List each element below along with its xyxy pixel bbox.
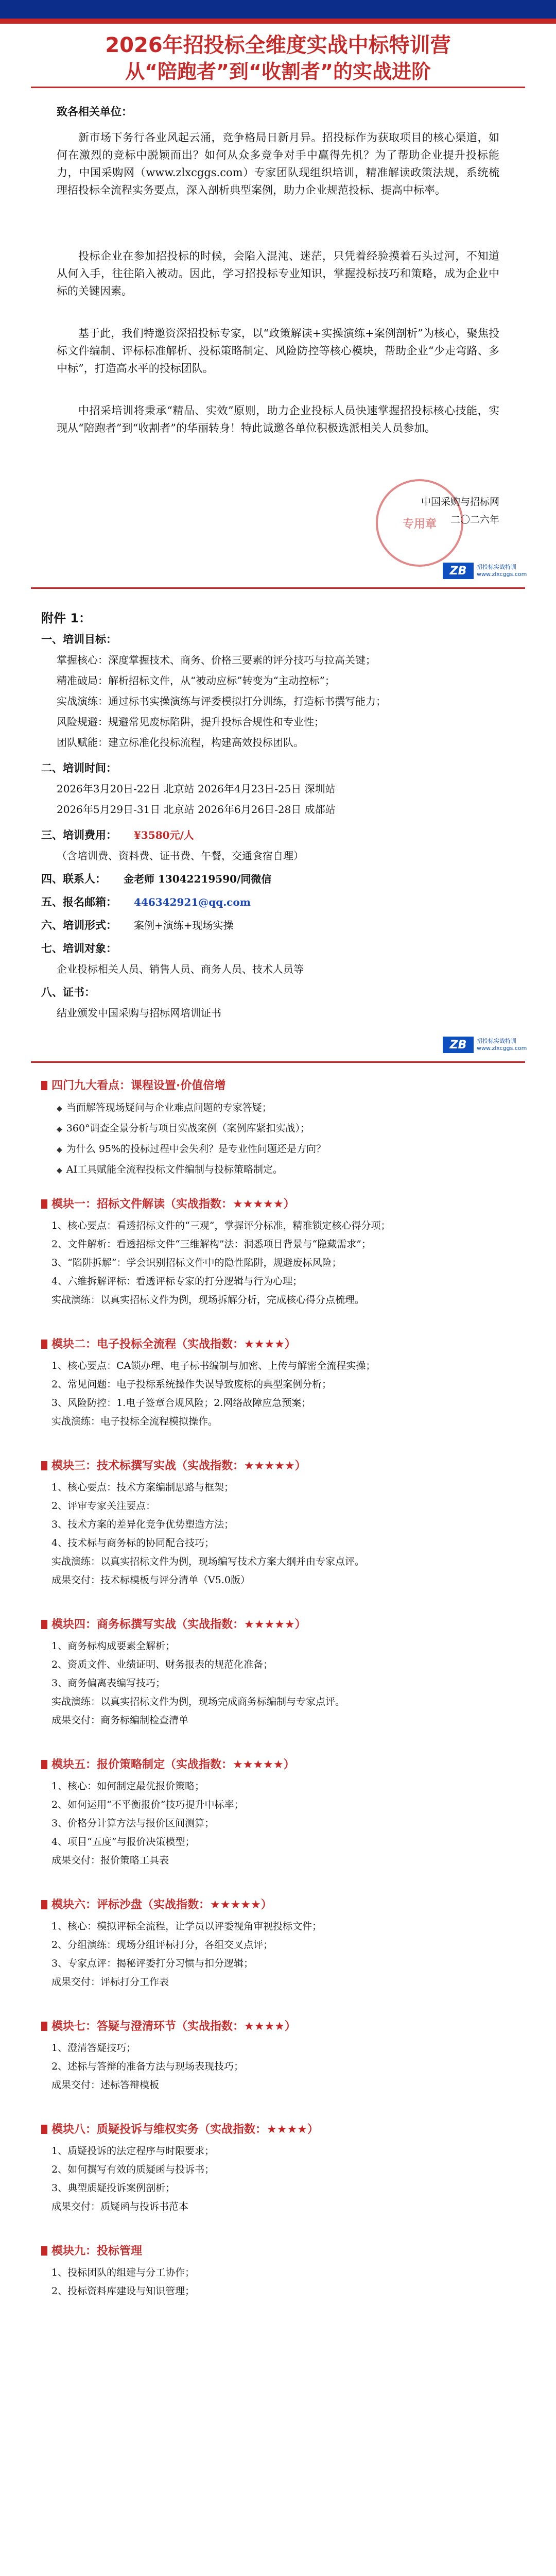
salutation: 致各相关单位：	[57, 105, 132, 118]
header-band-blue	[0, 0, 556, 19]
fee-note: （含培训费、资料费、证书费、午餐，交通食宿自理）	[57, 850, 304, 862]
module-line: 1、商务标构成要素全解析；	[51, 1640, 176, 1652]
audience-title: 七、培训对象：	[41, 942, 117, 955]
section-marker	[41, 1081, 47, 1090]
module-line: 2、资质文件、业绩证明、财务报表的规范化准备；	[51, 1659, 273, 1670]
module-title-text: 模块八：质疑投诉与维权实务（实战指数：★★★★）	[51, 2123, 319, 2136]
contact-title: 四、联系人：	[41, 873, 106, 885]
module-title	[41, 1335, 296, 1351]
module-line: 2、分组演练：现场分组评标打分，各组交叉点评；	[51, 1939, 273, 1951]
module-line: 实战演练：以真实招标文件为例，现场编写技术方案大纲并由专家点评。	[51, 1556, 365, 1567]
brand-logo	[443, 562, 535, 580]
highlight-item: ◆ 360°调查全景分析与项目实战案例（案例库紧扣实战）；	[57, 1121, 510, 1137]
contact-value: 金老师 13042219590/同微信	[124, 873, 272, 885]
module-line: 成果交付：商务标编制检查清单	[51, 1715, 189, 1726]
document-title: 2026年招投标全维度实战中标特训营	[105, 33, 451, 57]
module-title-text: 模块四：商务标撰写实战（实战指数：★★★★★）	[51, 1618, 306, 1631]
schedule-row: 2026年5月29日-31日 北京站 2026年6月26日-28日 成都站	[57, 803, 336, 816]
module-line: 4、技术标与商务标的协同配合技巧；	[51, 1537, 215, 1549]
module-title-text: 模块一：招标文件解读（实战指数：★★★★★）	[51, 1198, 295, 1211]
seal-text: 专用章	[402, 517, 437, 531]
module-title	[41, 2242, 142, 2258]
schedule-row: 2026年3月20日-22日 北京站 2026年4月23日-25日 深圳站	[57, 783, 336, 795]
logo-url: www.zlxcggs.com	[477, 571, 527, 578]
module-line: 实战演练：电子投标全流程模拟操作。	[51, 1416, 218, 1427]
module-line: 2、文件解析：看透招标文件“三维解构”法：洞悉项目背景与“隐藏需求”；	[51, 1239, 371, 1250]
section-marker	[41, 1461, 47, 1470]
module-line: 3、“陷阱拆解”：学会识别招标文件中的隐性陷阱，规避废标风险；	[51, 1257, 342, 1268]
module-line: 2、述标与答辩的准备方法与现场表现技巧；	[51, 2061, 244, 2072]
module-line: 1、投标团队的组建与分工协作；	[51, 2267, 195, 2278]
goal-item: 掌握核心：深度掌握技术、商务、价格三要素的评分技巧与拉高关键；	[57, 654, 376, 666]
module-title-text: 模块九：投标管理	[51, 2245, 143, 2258]
signature-org: 中国采购与招标网	[421, 496, 499, 507]
format-value: 案例+演练+现场实操	[134, 919, 234, 931]
module-line: 成果交付：述标答辩模板	[51, 2079, 160, 2091]
module-title	[41, 1457, 306, 1473]
highlights-title-text: 四门九大看点：课程设置·价值倍增	[51, 1079, 226, 1092]
module-line: 成果交付：报价策略工具表	[51, 1855, 169, 1866]
email-title: 五、报名邮箱：	[41, 896, 117, 908]
goal-item: 精准破局：解析招标文件，从“被动应标”转变为“主动控标”；	[57, 674, 335, 687]
goal-item: 风险规避：规避常见废标陷阱，提升投标合规性和专业性；	[57, 716, 324, 728]
section-marker	[41, 1340, 47, 1349]
module-line: 成果交付：技术标模板与评分清单（V5.0版）	[51, 1574, 250, 1586]
section-marker	[41, 1900, 47, 1909]
module-line: 3、典型质疑投诉案例剖析；	[51, 2182, 176, 2194]
module-line: 2、评审专家关注要点：	[51, 1500, 156, 1512]
module-line: 3、技术方案的差异化竞争优势塑造方法；	[51, 1519, 234, 1530]
certificate-title: 八、证书：	[41, 986, 95, 998]
attachment-1-heading: 附件 1：	[41, 611, 92, 625]
email-value[interactable]: 446342921@qq.com	[134, 896, 251, 908]
highlight-item: ◆ 当面解答现场疑问与企业难点问题的专家答疑；	[57, 1100, 510, 1116]
audience-value: 企业投标相关人员、销售人员、商务人员、技术人员等	[57, 963, 304, 975]
section-marker	[41, 2125, 47, 2134]
module-title	[41, 1616, 306, 1632]
module-title-text: 模块五：报价策略制定（实战指数：★★★★★）	[51, 1758, 295, 1771]
module-title	[41, 1195, 295, 1211]
logo-text: 招投标实战特训	[477, 564, 516, 570]
section-marker	[41, 2246, 47, 2256]
letter-paragraph-1: 新市场下务行各业风起云涌，竞争格局日新月异。招投标作为获取项目的核心渠道，如何在激烈的竞标中脱颖而出？如何从众多竞争对手中赢得先机？为了帮助企业提升投标能力，中国采购网（www.zlxcggs.com）专家团队现组织培训，精准解读政策法规，系统梳理招投标全流程实务要点，深入剖析典型案例，助力企业规范投标、提高中标率。	[57, 131, 499, 196]
module-line: 4、项目“五度”与报价决策模型；	[51, 1836, 195, 1848]
module-line: 2、投标资料库建设与知识管理；	[51, 2285, 195, 2297]
highlight-item: ◆ AI工具赋能全流程投标文件编制与投标策略制定。	[57, 1162, 510, 1178]
module-line: 1、核心要点：看透招标文件的“三观”，掌握评分标准，精准锁定核心得分项；	[51, 1220, 391, 1231]
module-line: 3、风险防控：1.电子签章合规风险；2.网络故障应急预案；	[51, 1397, 311, 1409]
fee-title: 三、培训费用：	[41, 829, 117, 841]
letter-paragraph-4: 中招采培训将秉承“精品、实效”原则，助力企业投标人员快速掌握招投标核心技能，实现从“陪跑者”到“收割者”的华丽转身！特此诚邀各单位积极选派相关人员参加。	[57, 404, 499, 434]
document-subtitle: 从“陪跑者”到“收割者”的实战进阶	[125, 60, 431, 83]
highlights-title	[41, 1077, 225, 1093]
certificate-value: 结业颁发中国采购与招标网培训证书	[57, 1007, 221, 1019]
logo-mark: ZB	[443, 1037, 474, 1053]
module-title	[41, 2121, 319, 2137]
divider	[31, 1061, 525, 1063]
module-line: 实战演练：以真实招标文件为例，现场拆解分析，完成核心得分点梳理。	[51, 1294, 365, 1306]
section-marker	[41, 2022, 47, 2031]
divider	[31, 587, 525, 589]
module-title-text: 模块三：技术标撰写实战（实战指数：★★★★★）	[51, 1460, 306, 1472]
format-title: 六、培训形式：	[41, 919, 117, 931]
module-line: 1、质疑投诉的法定程序与时限要求；	[51, 2145, 215, 2157]
logo-mark: ZB	[443, 563, 474, 579]
module-title-text: 模块二：电子投标全流程（实战指数：★★★★）	[51, 1338, 296, 1351]
module-title-text: 模块六：评标沙盘（实战指数：★★★★★）	[51, 1899, 272, 1911]
module-line: 3、价格分计算方法与报价区间测算；	[51, 1818, 215, 1829]
divider	[31, 87, 525, 88]
module-line: 2、如何运用“不平衡报价”技巧提升中标率；	[51, 1799, 244, 1810]
module-line: 4、六维拆解评标：看透评标专家的打分逻辑与行为心理；	[51, 1276, 303, 1287]
header-band-red	[0, 19, 556, 24]
document-header	[0, 0, 556, 88]
module-title-text: 模块七：答疑与澄清环节（实战指数：★★★★）	[51, 2020, 296, 2033]
module-line: 1、核心要点：CA锁办理、电子标书编制与加密、上传与解密全流程实操；	[51, 1360, 376, 1371]
module-line: 2、如何撰写有效的质疑函与投诉书；	[51, 2164, 215, 2175]
letter-paragraph-2: 投标企业在参加招投标的时候，会陷入混沌、迷茫，只凭着经验摸着石头过河，不知道从何入手，往往陷入被动。因此，学习招投标专业知识，掌握投标技巧和策略，成为企业中标的关键因素。	[57, 250, 499, 297]
logo-text: 招投标实战特训	[477, 1038, 516, 1044]
section-marker	[41, 1199, 47, 1209]
module-line: 1、核心：如何制定最优报价策略；	[51, 1781, 205, 1792]
letter-paragraph-3: 基于此，我们特邀资深招投标专家，以“政策解读+实操演练+案例剖析”为核心，聚焦投标文件编制、评标标准解析、投标策略制定、风险防控等核心模块，帮助企业“少走弯路、多中标”，打造高水平的投标团队。	[57, 327, 499, 375]
goal-item: 团队赋能：建立标准化投标流程，构建高效投标团队。	[57, 736, 304, 749]
brand-logo	[443, 1036, 535, 1054]
section-marker	[41, 1620, 47, 1629]
module-line: 1、澄清答疑技巧；	[51, 2042, 136, 2054]
highlight-item: ◆ 为什么 95%的投标过程中会失利？是专业性问题还是方向？	[57, 1141, 510, 1158]
fee-value: ¥3580元/人	[134, 829, 194, 841]
module-line: 实战演练：以真实招标文件为例，现场完成商务标编制与专家点评。	[51, 1696, 345, 1707]
module-line: 成果交付：质疑函与投诉书范本	[51, 2201, 189, 2212]
signature-date: 二〇二六年	[450, 514, 499, 526]
module-line: 1、核心：模拟评标全流程，让学员以评委视角审视投标文件；	[51, 1921, 322, 1932]
module-title	[41, 1756, 295, 1772]
module-title	[41, 2018, 296, 2033]
module-line: 2、常见问题：电子投标系统操作失误导致废标的典型案例分析；	[51, 1379, 332, 1390]
section-marker	[41, 1760, 47, 1769]
module-line: 成果交付：评标打分工作表	[51, 1976, 169, 1988]
logo-url: www.zlxcggs.com	[477, 1045, 527, 1052]
training-goals-title: 一、培训目标：	[41, 633, 117, 646]
training-time-title: 二、培训时间：	[41, 762, 117, 774]
module-line: 3、商务偏离表编写技巧；	[51, 1677, 166, 1689]
module-line: 1、核心要点：技术方案编制思路与框架；	[51, 1482, 234, 1493]
module-line: 3、专家点评：揭秘评委打分习惯与扣分逻辑；	[51, 1958, 254, 1969]
module-title	[41, 1896, 272, 1912]
goal-item: 实战演练：通过标书实操演练与评委模拟打分训练，打造标书撰写能力；	[57, 695, 386, 707]
